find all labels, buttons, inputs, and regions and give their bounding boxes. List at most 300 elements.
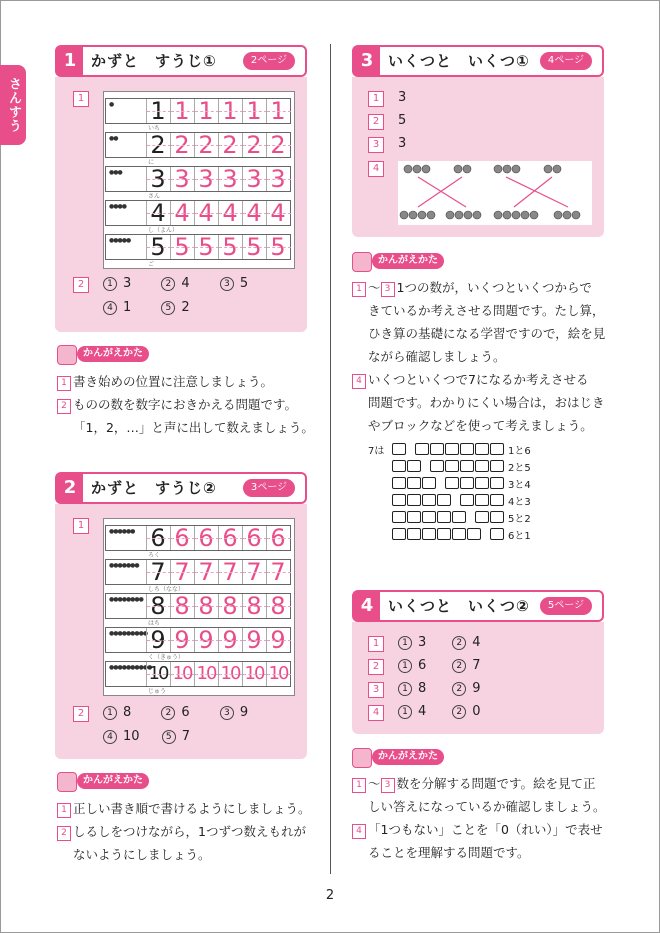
digit-cell[interactable]	[242, 167, 267, 191]
block-icon	[490, 443, 504, 455]
block-icon	[475, 511, 489, 523]
traced-digit: 10	[268, 663, 288, 684]
block-icon	[407, 528, 421, 540]
digit-cell[interactable]	[170, 628, 195, 652]
decomp-row	[392, 494, 531, 511]
section-2-header	[55, 472, 307, 504]
answer-item	[452, 635, 480, 650]
answer-item	[452, 681, 480, 696]
traced-digit: 5	[246, 233, 262, 261]
block-icon	[392, 477, 406, 489]
explanation-line: しい答えになっているか確認しましょう。	[368, 799, 606, 814]
tracing-row	[105, 199, 291, 234]
block-icon	[422, 511, 436, 523]
answers-line	[398, 658, 481, 673]
traced-digit: 2	[174, 131, 190, 159]
answer-value: 4	[418, 704, 427, 719]
circled-number: 2	[452, 636, 466, 650]
decomp-row	[392, 443, 531, 460]
digit-cell[interactable]	[194, 133, 219, 157]
explanation-line: 4 いくつといくつで7になるか考えさせる	[352, 368, 624, 391]
digit-cell[interactable]	[242, 201, 267, 225]
digit-cell[interactable]	[266, 99, 291, 123]
model-digit: 3	[150, 165, 166, 193]
block-icon	[460, 443, 474, 455]
digit-cell[interactable]	[242, 628, 267, 652]
circled-number: 2	[452, 705, 466, 719]
answer-item: 3 9	[220, 705, 248, 720]
digit-cell[interactable]	[266, 201, 291, 225]
counter-dots: ●●	[109, 135, 118, 142]
answer-item	[398, 681, 426, 696]
traced-digit: 6	[198, 524, 214, 552]
decomp-row	[392, 460, 531, 477]
section-3-panel	[352, 77, 604, 237]
column-divider	[330, 44, 331, 874]
circled-number: 2	[452, 659, 466, 673]
circled-number: 1	[398, 636, 412, 650]
tracing-row	[105, 97, 291, 132]
digit-cell[interactable]	[266, 167, 291, 191]
traced-digit: 9	[270, 626, 286, 654]
digit-cell[interactable]	[266, 594, 291, 618]
digit-cell[interactable]	[218, 99, 243, 123]
digit-cell[interactable]	[170, 526, 195, 550]
section-number: 4	[354, 592, 380, 620]
decomp-row	[392, 511, 531, 528]
traced-digit: 7	[198, 558, 214, 586]
explanation	[352, 772, 624, 864]
traced-digit: 4	[222, 199, 238, 227]
digit-cell[interactable]	[170, 560, 195, 584]
block-icon	[490, 511, 504, 523]
digit-cell[interactable]	[242, 99, 267, 123]
block-icon	[490, 460, 504, 472]
explanation	[57, 370, 322, 439]
digit-cell[interactable]	[266, 628, 291, 652]
explanation-line: 4 「1つもない」ことを「0（れい）」で表せ	[352, 818, 624, 841]
block-icon	[490, 494, 504, 506]
explanation-line: 1 ～ 3 1つの数が，いくつといくつからで	[352, 276, 624, 299]
traced-digit: 7	[222, 558, 238, 586]
model-digit: 2	[150, 131, 166, 159]
decomp-label: 6と1	[508, 531, 531, 542]
block-icon	[437, 494, 451, 506]
section-4-header	[352, 590, 604, 622]
digit-cell[interactable]	[170, 662, 195, 686]
cat-icon	[352, 748, 372, 768]
traced-digit: 9	[246, 626, 262, 654]
traced-digit: 5	[222, 233, 238, 261]
digit-cell[interactable]	[242, 133, 267, 157]
digit-reading: ろく	[148, 552, 161, 559]
answer-value: 3	[398, 136, 407, 151]
traced-digit: 2	[222, 131, 238, 159]
question-number: 1	[368, 636, 384, 652]
section-number: 2	[57, 474, 83, 502]
block-icon	[445, 460, 459, 472]
traced-digit: 1	[246, 97, 262, 125]
block-icon	[452, 528, 466, 540]
digit-cell[interactable]	[170, 235, 195, 259]
digit-cell	[146, 167, 171, 191]
digit-cell	[146, 560, 171, 584]
model-digit: 8	[150, 592, 166, 620]
page-ref-badge: 5ページ	[540, 597, 592, 615]
digit-reading: しち（なな）	[148, 586, 185, 593]
digit-cell	[146, 235, 171, 259]
section-number: 3	[354, 47, 380, 75]
traced-digit: 6	[246, 524, 262, 552]
answer-item	[398, 635, 426, 650]
traced-digit: 4	[174, 199, 190, 227]
answer-item	[452, 704, 480, 719]
explanation-line: 問題です。わかりにくい場合は，おはじき	[368, 395, 605, 410]
model-digit: 10	[148, 663, 168, 684]
traced-digit: 6	[270, 524, 286, 552]
block-icon	[422, 477, 436, 489]
block-icon	[467, 528, 481, 540]
digit-cell	[146, 99, 171, 123]
decomp-label: 4と3	[508, 497, 531, 508]
answer-item: 3 5	[220, 276, 248, 291]
section-title: いくつと いくつ①	[388, 52, 530, 70]
digit-cell[interactable]	[170, 594, 195, 618]
digit-cell[interactable]	[194, 167, 219, 191]
digit-cell[interactable]	[242, 526, 267, 550]
traced-digit: 4	[270, 199, 286, 227]
traced-digit: 3	[246, 165, 262, 193]
answers-line	[398, 704, 481, 719]
tracing-row	[105, 558, 291, 593]
section-4-panel	[352, 622, 604, 734]
digit-cell[interactable]	[170, 167, 195, 191]
answer-item	[398, 704, 426, 719]
answers-line	[398, 635, 481, 650]
answer-item	[398, 658, 426, 673]
stones-bottom	[400, 211, 580, 219]
answer-value: 5	[398, 113, 407, 128]
counter-dots: ●	[109, 101, 114, 108]
answers-line	[103, 729, 190, 744]
tracing-row	[105, 131, 291, 166]
page-number: 2	[325, 888, 335, 903]
block-icon	[460, 460, 474, 472]
traced-digit: 7	[174, 558, 190, 586]
traced-digit: 5	[198, 233, 214, 261]
digit-cell[interactable]	[266, 560, 291, 584]
answer-item: 4 1	[103, 300, 131, 315]
block-icon	[415, 443, 429, 455]
block-icon	[437, 528, 451, 540]
block-icon	[460, 477, 474, 489]
counter-dots: ●●●●●●●●●	[109, 630, 148, 637]
question-number: 3	[368, 137, 384, 153]
question-number: 1	[73, 518, 89, 534]
traced-digit: 10	[244, 663, 264, 684]
answer-item: 2 4	[161, 276, 189, 291]
digit-cell[interactable]	[266, 526, 291, 550]
tracing-row	[105, 626, 291, 661]
circled-number: 1	[398, 705, 412, 719]
digit-cell[interactable]	[242, 560, 267, 584]
traced-digit: 3	[222, 165, 238, 193]
explanation-line: ながら確認しましょう。	[368, 349, 506, 364]
digit-cell[interactable]	[194, 560, 219, 584]
answer-item: 1 3	[103, 276, 131, 291]
match-lines	[418, 177, 568, 207]
digit-cell	[146, 133, 171, 157]
tracing-row	[105, 592, 291, 627]
digit-reading: く（きゅう）	[148, 654, 185, 661]
traced-digit: 8	[222, 592, 238, 620]
section-number: 1	[57, 47, 83, 75]
traced-digit: 3	[174, 165, 190, 193]
traced-digit: 7	[270, 558, 286, 586]
digit-cell[interactable]	[218, 201, 243, 225]
traced-digit: 4	[246, 199, 262, 227]
page-ref-badge: 4ページ	[540, 52, 592, 70]
circled-number: 1	[398, 659, 412, 673]
digit-cell[interactable]	[218, 560, 243, 584]
block-icon	[392, 443, 406, 455]
question-number: 1	[73, 91, 89, 107]
digit-reading: はち	[148, 620, 161, 627]
answer-item: 1 8	[103, 705, 131, 720]
traced-digit: 8	[246, 592, 262, 620]
digit-cell[interactable]	[266, 662, 291, 686]
answers-line	[103, 300, 190, 315]
answer-item: 5 7	[162, 729, 190, 744]
digit-cell[interactable]	[242, 662, 267, 686]
question-number: 1	[368, 91, 384, 107]
digit-cell[interactable]	[194, 662, 219, 686]
traced-digit: 2	[198, 131, 214, 159]
block-icon	[490, 477, 504, 489]
section-1-panel	[55, 77, 307, 332]
model-digit: 7	[150, 558, 166, 586]
digit-cell	[146, 594, 171, 618]
question-number: 2	[368, 659, 384, 675]
traced-digit: 2	[270, 131, 286, 159]
digit-cell[interactable]	[218, 235, 243, 259]
question-number: 4	[368, 705, 384, 721]
model-digit: 5	[150, 233, 166, 261]
tracing-row	[105, 165, 291, 200]
digit-cell[interactable]	[170, 133, 195, 157]
explanation-line: 2 ものの数を数字におきかえる問題です。	[57, 393, 322, 416]
traced-digit: 5	[174, 233, 190, 261]
explanation-line: やブロックなどを使って考えましょう。	[368, 418, 593, 433]
digit-reading: さん	[148, 193, 161, 200]
block-icon	[437, 511, 451, 523]
section-title: かずと すうじ②	[91, 479, 217, 497]
stones-top	[404, 165, 561, 173]
digit-cell[interactable]	[218, 133, 243, 157]
block-icon	[452, 511, 466, 523]
block-icon	[407, 460, 421, 472]
matching-lines	[398, 161, 592, 225]
decomp-intro: 7は	[368, 446, 385, 457]
section-1-header	[55, 45, 307, 77]
question-number: 2	[73, 706, 89, 722]
decomp-row	[392, 477, 531, 494]
tracing-row	[105, 661, 291, 695]
decomp-label: 1と6	[508, 446, 531, 457]
explanation-line: 1 書き始めの位置に注意しましょう。	[57, 370, 322, 393]
answer-item	[452, 658, 480, 673]
digit-cell[interactable]	[218, 526, 243, 550]
digit-cell[interactable]	[218, 662, 243, 686]
block-icon	[475, 477, 489, 489]
digit-cell[interactable]	[242, 594, 267, 618]
answer-value: 0	[472, 704, 481, 719]
circled-number: 2	[452, 682, 466, 696]
traced-digit: 3	[270, 165, 286, 193]
digit-reading: し（よん）	[148, 227, 179, 234]
circled-number: 1	[398, 682, 412, 696]
cat-icon	[352, 252, 372, 272]
traced-digit: 3	[198, 165, 214, 193]
block-icon	[392, 494, 406, 506]
digit-cell[interactable]	[242, 235, 267, 259]
digit-cell[interactable]	[194, 99, 219, 123]
explanation-line: ることを理解する問題です。	[368, 845, 530, 860]
digit-cell[interactable]	[218, 628, 243, 652]
digit-cell[interactable]	[266, 133, 291, 157]
traced-digit: 2	[246, 131, 262, 159]
traced-digit: 5	[270, 233, 286, 261]
answers-line	[398, 681, 481, 696]
answer-value: 4	[472, 635, 481, 650]
explanation-line: 1 ～ 3 数を分解する問題です。絵を見て正	[352, 772, 624, 795]
counter-dots: ●●●●●●●●●●	[109, 664, 152, 671]
traced-digit: 8	[198, 592, 214, 620]
digit-cell[interactable]	[194, 201, 219, 225]
answers-line	[103, 276, 248, 291]
traced-digit: 10	[196, 663, 216, 684]
block-icon	[445, 443, 459, 455]
cat-icon	[57, 345, 77, 365]
matching-picture	[398, 161, 592, 225]
decomp-label: 5と2	[508, 514, 531, 525]
explanation-line: 「1，2，…」と声に出して数えましょう。	[73, 420, 314, 435]
digit-cell	[146, 526, 171, 550]
counter-dots: ●●●	[109, 169, 122, 176]
digit-cell[interactable]	[194, 628, 219, 652]
answer-value: 7	[472, 658, 481, 673]
question-number: 3	[368, 682, 384, 698]
section-title: かずと すうじ①	[91, 52, 217, 70]
traced-digit: 9	[174, 626, 190, 654]
decomp-row	[392, 528, 531, 545]
block-icon	[392, 460, 406, 472]
block-icon	[430, 460, 444, 472]
section-2-panel	[55, 504, 307, 759]
answer-item: 4 10	[103, 729, 140, 744]
digit-cell[interactable]	[194, 235, 219, 259]
digit-cell	[146, 628, 171, 652]
section-title: いくつと いくつ②	[388, 597, 530, 615]
question-number: 2	[73, 277, 89, 293]
answer-item: 5 2	[161, 300, 189, 315]
block-icon	[475, 443, 489, 455]
model-digit: 6	[150, 524, 166, 552]
traced-digit: 6	[174, 524, 190, 552]
traced-digit: 9	[222, 626, 238, 654]
model-digit: 4	[150, 199, 166, 227]
digit-cell[interactable]	[218, 594, 243, 618]
digit-cell[interactable]	[170, 99, 195, 123]
answer-value: 9	[472, 681, 481, 696]
explanation	[352, 276, 624, 437]
digit-cell[interactable]	[194, 594, 219, 618]
traced-digit: 8	[174, 592, 190, 620]
answer-value: 3	[418, 635, 427, 650]
digit-cell[interactable]	[170, 201, 195, 225]
block-icon	[407, 477, 421, 489]
explanation-line: 1 正しい書き順で書けるようにしましょう。	[57, 797, 322, 820]
tracing-row	[105, 233, 291, 268]
digit-cell[interactable]	[218, 167, 243, 191]
block-icon	[490, 528, 504, 540]
traced-digit: 10	[220, 663, 240, 684]
question-number: 4	[368, 161, 384, 177]
page-ref-badge: 2ページ	[243, 52, 295, 70]
digit-reading: ご	[148, 261, 155, 268]
traced-digit: 7	[246, 558, 262, 586]
explanation-line: ないようにしましょう。	[73, 847, 211, 862]
answer-value: 3	[398, 90, 407, 105]
traced-digit: 4	[198, 199, 214, 227]
block-icon	[422, 494, 436, 506]
explanation-line: ひき算の基礎になる学習ですので，絵を見	[368, 326, 606, 341]
subject-tab: さんすう	[0, 65, 26, 145]
counter-dots: ●●●●●●	[109, 528, 135, 535]
block-icon	[475, 494, 489, 506]
counter-dots: ●●●●●	[109, 237, 131, 244]
answer-item: 2 6	[161, 705, 189, 720]
tracing-grid	[103, 518, 295, 696]
traced-digit: 8	[270, 592, 286, 620]
explanation	[57, 797, 322, 866]
decomp-label: 3と4	[508, 480, 531, 491]
answer-value: 8	[418, 681, 427, 696]
digit-reading: に	[148, 159, 155, 166]
counter-dots: ●●●●	[109, 203, 126, 210]
traced-digit: 9	[198, 626, 214, 654]
explanation-line: きているか考えさせる問題です。たし算，	[368, 303, 605, 318]
block-icon	[475, 460, 489, 472]
digit-cell[interactable]	[266, 235, 291, 259]
decomp-label: 2と5	[508, 463, 531, 474]
block-icon	[392, 511, 406, 523]
block-icon	[422, 528, 436, 540]
traced-digit: 10	[172, 663, 192, 684]
traced-digit: 6	[222, 524, 238, 552]
digit-reading: いち	[148, 125, 161, 132]
block-icon	[445, 477, 459, 489]
tracing-row	[105, 524, 291, 559]
digit-cell	[146, 662, 171, 686]
model-digit: 9	[150, 626, 166, 654]
digit-cell[interactable]	[194, 526, 219, 550]
model-digit: 1	[150, 97, 166, 125]
answer-value: 6	[418, 658, 427, 673]
page-ref-badge: 3ページ	[243, 479, 295, 497]
block-icon	[392, 528, 406, 540]
digit-cell	[146, 201, 171, 225]
